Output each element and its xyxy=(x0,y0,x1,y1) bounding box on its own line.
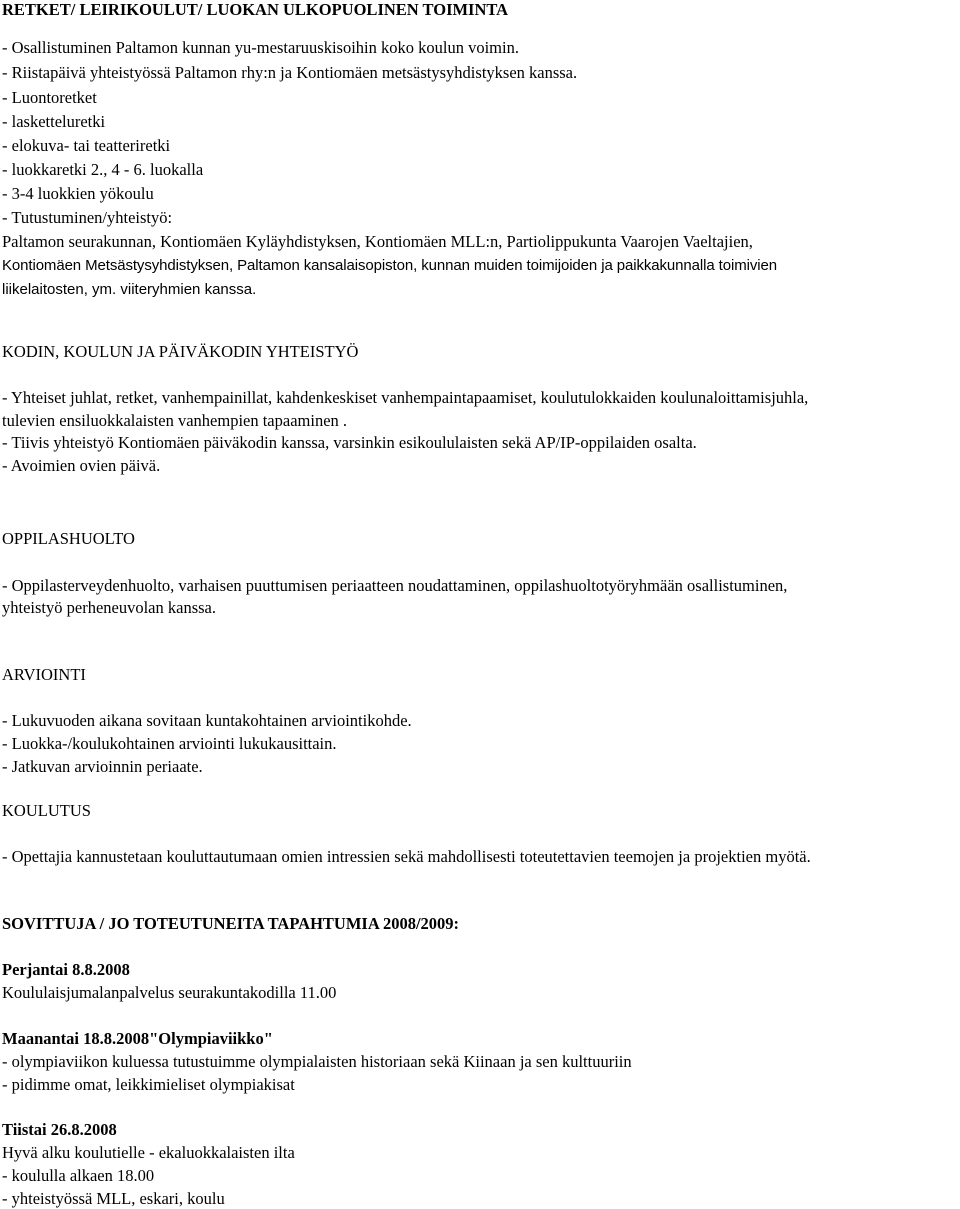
event-line: - olympiaviikon kuluessa tutustuimme olympialaisten historiaan sekä Kiinaan ja sen kulttuuriin xyxy=(2,1052,632,1071)
s3-line: yhteistyö perheneuvolan kanssa. xyxy=(2,598,216,617)
s4-line: - Jatkuvan arvioinnin periaate. xyxy=(2,757,203,776)
event-date: Maanantai 18.8.2008"Olympiaviikko" xyxy=(2,1029,273,1048)
s1-line: - Riistapäivä yhteistyössä Paltamon rhy:n ja Kontiomäen metsästysyhdistyksen kanssa. xyxy=(2,63,578,82)
heading-koulutus: KOULUTUS xyxy=(2,801,91,820)
s1-line: - Luontoretket xyxy=(2,88,97,107)
s1-line: - elokuva- tai teatteriretki xyxy=(2,136,171,155)
s1-line: - luokkaretki 2., 4 - 6. luokalla xyxy=(2,160,204,179)
heading-tapahtumia: SOVITTUJA / JO TOTEUTUNEITA TAPAHTUMIA 2008/2009: xyxy=(2,914,460,933)
s1-line: Paltamon seurakunnan, Kontiomäen Kyläyhdistyksen, Kontiomäen MLL:n, Partiolippukunta Vaarojen Vaeltajien, xyxy=(2,232,753,251)
heading-arviointi: ARVIOINTI xyxy=(2,665,86,684)
s4-line: - Lukuvuoden aikana sovitaan kuntakohtainen arviointikohde. xyxy=(2,711,412,730)
heading-retket: RETKET/ LEIRIKOULUT/ LUOKAN ULKOPUOLINEN TOIMINTA xyxy=(2,0,509,19)
s1-line: - Tutustuminen/yhteistyö: xyxy=(2,208,173,227)
heading-kodin-koulun: KODIN, KOULUN JA PÄIVÄKODIN YHTEISTYÖ xyxy=(2,342,359,361)
s5-line: - Opettajia kannustetaan kouluttautumaan omien intressien sekä mahdollisesti toteutettavien teemojen ja projektien myötä. xyxy=(2,847,811,866)
s2-line: tulevien ensiluokkalaisten vanhempien tapaaminen . xyxy=(2,411,348,430)
event-line: - koululla alkaen 18.00 xyxy=(2,1166,155,1185)
event-line: Hyvä alku koulutielle - ekaluokkalaisten ilta xyxy=(2,1143,295,1162)
s1-line: Kontiomäen Metsästysyhdistyksen, Paltamon kansalaisopiston, kunnan muiden toimijoiden ja paikkakunnalla toimivien xyxy=(2,257,777,274)
s1-line: - 3-4 luokkien yökoulu xyxy=(2,184,154,203)
s2-line: - Tiivis yhteistyö Kontiomäen päiväkodin kanssa, varsinkin esikoululaisten sekä AP/IP-oppilaiden osalta. xyxy=(2,433,697,452)
s2-line: - Avoimien ovien päivä. xyxy=(2,456,161,475)
s4-line: - Luokka-/koulukohtainen arviointi lukukausittain. xyxy=(2,734,337,753)
heading-oppilashuolto: OPPILASHUOLTO xyxy=(2,529,135,548)
s3-line: - Oppilasterveydenhuolto, varhaisen puuttumisen periaatteen noudattaminen, oppilashuoltotyöryhmään osallistuminen, xyxy=(2,576,788,595)
s1-line: - lasketteluretki xyxy=(2,112,106,131)
s2-line: - Yhteiset juhlat, retket, vanhempainillat, kahdenkeskiset vanhempaintapaamiset, koulutulokkaiden koulunaloittamisjuhla, xyxy=(2,388,809,407)
event-line: - pidimme omat, leikkimieliset olympiakisat xyxy=(2,1075,295,1094)
s1-line: - Osallistuminen Paltamon kunnan yu-mestaruuskisoihin koko koulun voimin. xyxy=(2,38,519,57)
event-date: Tiistai 26.8.2008 xyxy=(2,1120,117,1139)
event-date: Perjantai 8.8.2008 xyxy=(2,960,130,979)
event-line: - yhteistyössä MLL, eskari, koulu xyxy=(2,1189,225,1208)
s1-line: liikelaitosten, ym. viiteryhmien kanssa. xyxy=(2,281,257,298)
event-line: Koululaisjumalanpalvelus seurakuntakodilla 11.00 xyxy=(2,983,337,1002)
